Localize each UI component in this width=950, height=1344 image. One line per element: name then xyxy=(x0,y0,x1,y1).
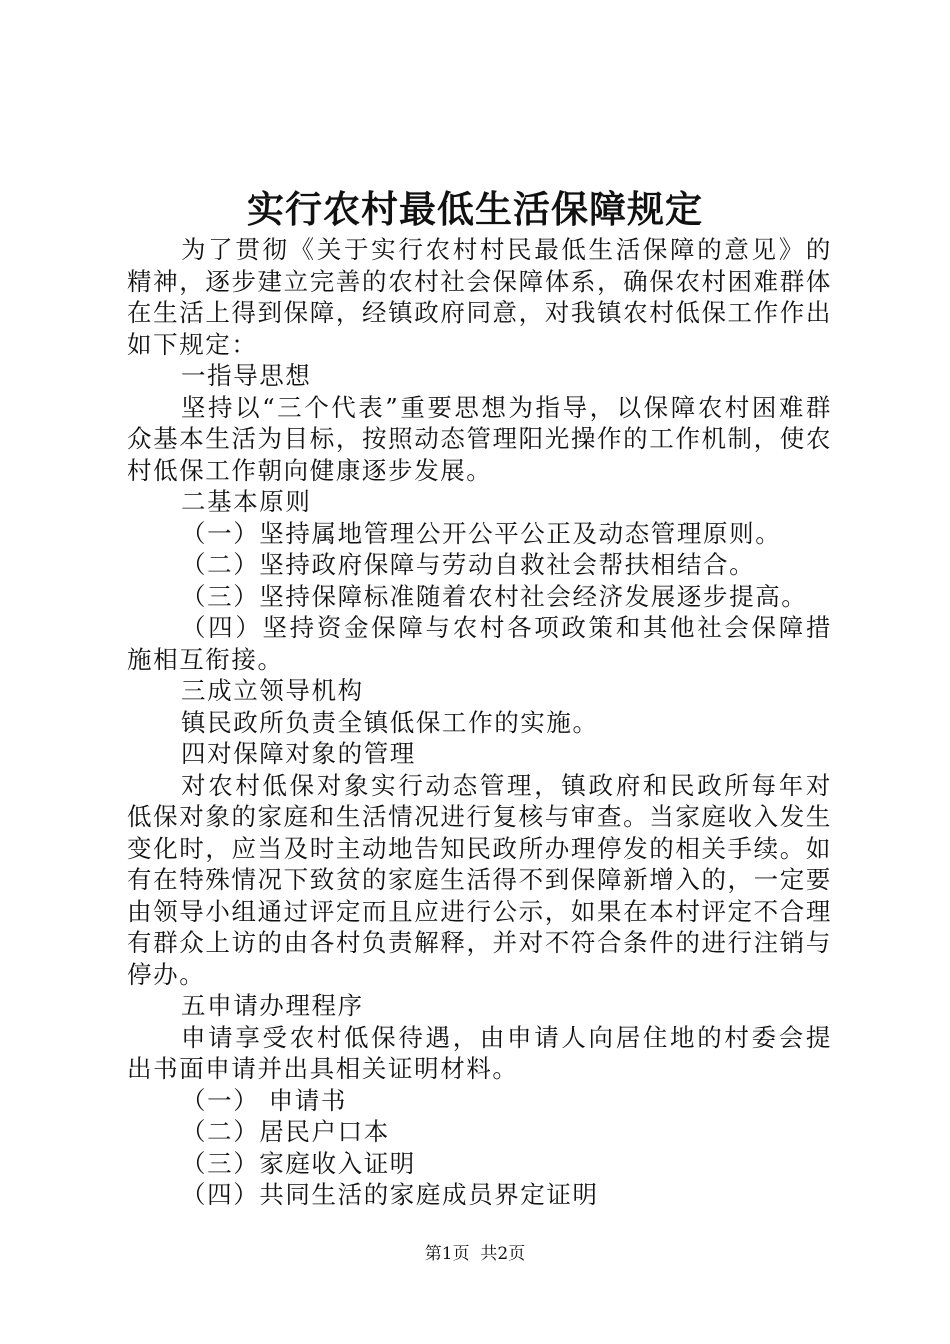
section-heading-basic-principles: 二基本原则 xyxy=(181,487,312,516)
management-paragraph: 对农村低保对象实行动态管理，镇政府和民政所每年对低保对象的家庭和生活情况进行复核与审查。当家庭收入发生变化时，应当及时主动地告知民政所办理停发的相关手续。如有在特殊情况下致贫的家庭生活得不到保障新增入的，一定要由领导小组通过评定而且应进行公示，如果在本村评定不合理有群众上访的由各村负责解释，并对不符合条件的进行注销与停办。 xyxy=(127,770,832,989)
application-item-4: （四）共同生活的家庭成员界定证明 xyxy=(181,1180,599,1209)
principle-item-1: （一）坚持属地管理公开公平公正及动态管理原则。 xyxy=(181,518,782,548)
document-body xyxy=(127,234,832,1211)
document-title: 实行农村最低生活保障规定 xyxy=(247,187,703,231)
intro-paragraph: 为了贯彻《关于实行农村村民最低生活保障的意见》的精神，逐步建立完善的农村社会保障体系，确保农村困难群体在生活上得到保障，经镇政府同意，对我镇农村低保工作作出如下规定： xyxy=(127,235,832,359)
section-heading-management: 四对保障对象的管理 xyxy=(181,739,416,768)
section-heading-application: 五申请办理程序 xyxy=(181,991,364,1020)
page-footer xyxy=(0,1242,950,1266)
application-item-1: （一） 申请书 xyxy=(181,1085,347,1115)
application-item-3: （三）家庭收入证明 xyxy=(181,1148,416,1178)
application-item-2: （二）居民户口本 xyxy=(181,1117,390,1146)
leadership-paragraph: 镇民政所负责全镇低保工作的实施。 xyxy=(181,707,599,737)
principle-item-3: （三）坚持保障标准随着农村社会经济发展逐步提高。 xyxy=(181,581,808,611)
section-heading-leadership: 三成立领导机构 xyxy=(181,676,364,705)
section-heading-guiding-thought: 一指导思想 xyxy=(181,361,312,390)
application-paragraph: 申请享受农村低保待遇，由申请人向居住地的村委会提出书面申请并出具相关证明材料。 xyxy=(127,1022,832,1083)
guiding-thought-paragraph: 坚持以“三个代表”重要思想为指导，以保障农村困难群众基本生活为目标，按照动态管理阳光操作的工作机制，使农村低保工作朝向健康逐步发展。 xyxy=(127,392,832,485)
principle-item-2: （二）坚持政府保障与劳动自救社会帮扶相结合。 xyxy=(181,550,756,579)
page-number-label: 第1页 共2页 xyxy=(424,1244,526,1264)
principle-item-4: （四）坚持资金保障与农村各项政策和其他社会保障措施相互衔接。 xyxy=(127,613,832,674)
